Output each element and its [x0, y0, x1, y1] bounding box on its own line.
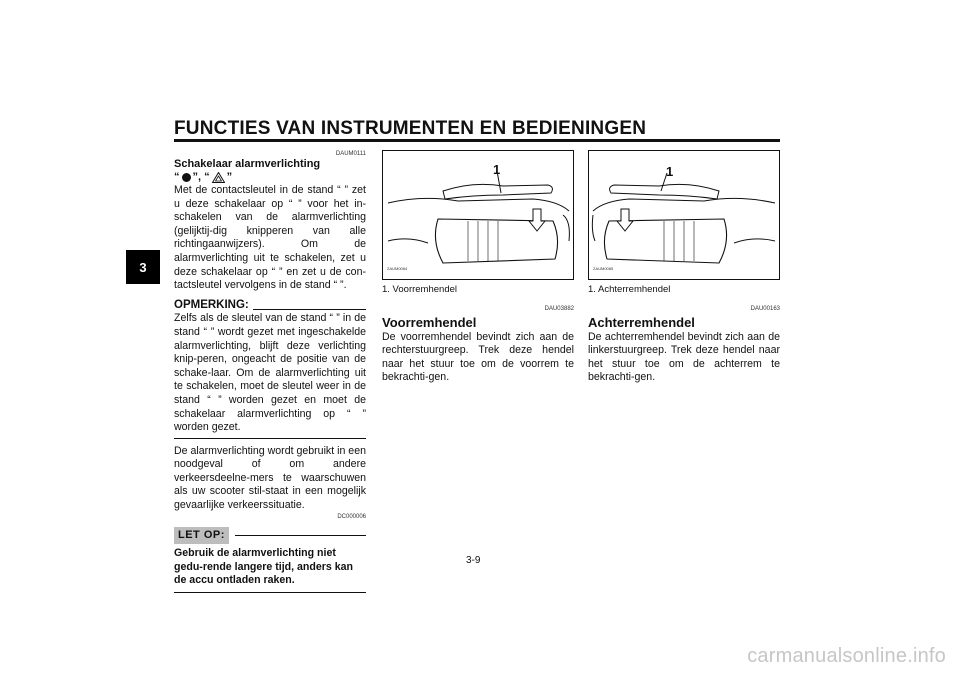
note-label: OPMERKING:	[174, 298, 249, 311]
figure-caption: 1. Voorremhendel	[382, 284, 457, 295]
figure-caption: 1. Achterremhendel	[588, 284, 671, 295]
caution-label: LET OP:	[174, 527, 229, 545]
note-body	[174, 312, 366, 438]
caution-code: DC000006	[337, 513, 366, 520]
section-heading-front-brake: Voorremhendel	[382, 314, 477, 330]
figure-front-brake	[382, 150, 574, 280]
figure-label: 1	[666, 164, 674, 179]
section-code: DAUM0111	[335, 151, 366, 157]
column-hazard-switch	[174, 150, 366, 593]
page-number: 3-9	[466, 555, 481, 566]
hazard-paragraph-1: Met de contactsleutel in de stand “ ” zet u deze schakelaar op “ ” voor het in-schakelen van de alarmverlichting (gelijktij-dig knipperen van alle richtingaanwijzers). Om de alarmverlichting uit te schakelen, zet u deze schakelaar op “ ” en zet u de con-tactsleutel vervolgens in de stand “ ”.	[174, 184, 366, 292]
heading-line-1: Schakelaar alarmverlichting	[174, 158, 321, 170]
page-title: FUNCTIES VAN INSTRUMENTEN EN BEDIENINGEN	[174, 118, 647, 139]
handlebar-left-illustration	[589, 151, 779, 279]
watermark[interactable]: carmanualsonline.info	[747, 645, 946, 667]
hazard-on-dot-icon	[182, 173, 191, 182]
note-text: Zelfs als de sleutel van de stand “ ” in de stand “ ” wordt gezet met ingeschakelde alarmverlichting, blijft deze verlichting knip-peren, ongeacht de positie van de schake-laar. Om de alarmverlichting uit te schakelen, moet de sleutel weer in de stand “ ” worden gezet en moet de schakelaar alarmverlichting op “ ” worden gezet.	[174, 312, 366, 434]
section-heading-hazard	[174, 158, 366, 184]
section-code: DAU03882	[544, 305, 574, 312]
note-header	[174, 299, 366, 313]
warning-triangle-icon	[212, 172, 225, 183]
figure-code: ZAUM0084	[387, 266, 408, 272]
column-front-brake	[382, 150, 574, 385]
figure-code: ZAUM0085	[593, 266, 614, 272]
heading-quote-mid: ”, “	[192, 171, 210, 183]
section-heading-rear-brake: Achterremhendel	[588, 314, 695, 330]
figure-rear-brake	[588, 150, 780, 280]
heading-line-2	[174, 171, 366, 184]
handlebar-right-illustration	[383, 151, 573, 279]
column-rear-brake	[588, 150, 780, 385]
note-rule	[253, 309, 366, 310]
hazard-paragraph-2: De alarmverlichting wordt gebruikt in een noodgeval of om andere verkeersdeelne-mers te waarschuwen als uw scooter stil-staat in een mogelijk gevaarlijke verkeerssituatie.	[174, 444, 366, 512]
caution-header	[174, 527, 366, 545]
figure-label: 1	[493, 162, 501, 177]
chapter-tab: 3	[126, 250, 160, 284]
heading-quote-open: “	[174, 171, 180, 183]
heading-quote-close: ”	[226, 171, 233, 183]
section-code: DAU00163	[750, 305, 780, 312]
header-rule	[174, 139, 780, 142]
caution-text: Gebruik de alarmverlichting niet gedu-rende langere tijd, anders kan de accu ontladen raken.	[174, 547, 366, 593]
rear-brake-text: De achterremhendel bevindt zich aan de linkerstuurgreep. Trek deze hendel naar het stuur toe om de achterrem te bekrachti-gen.	[588, 330, 780, 384]
front-brake-text: De voorremhendel bevindt zich aan de rechterstuurgreep. Trek deze hendel naar het stuur toe om de voorrem te bekrachti-gen.	[382, 330, 574, 384]
caution-rule	[235, 535, 366, 536]
